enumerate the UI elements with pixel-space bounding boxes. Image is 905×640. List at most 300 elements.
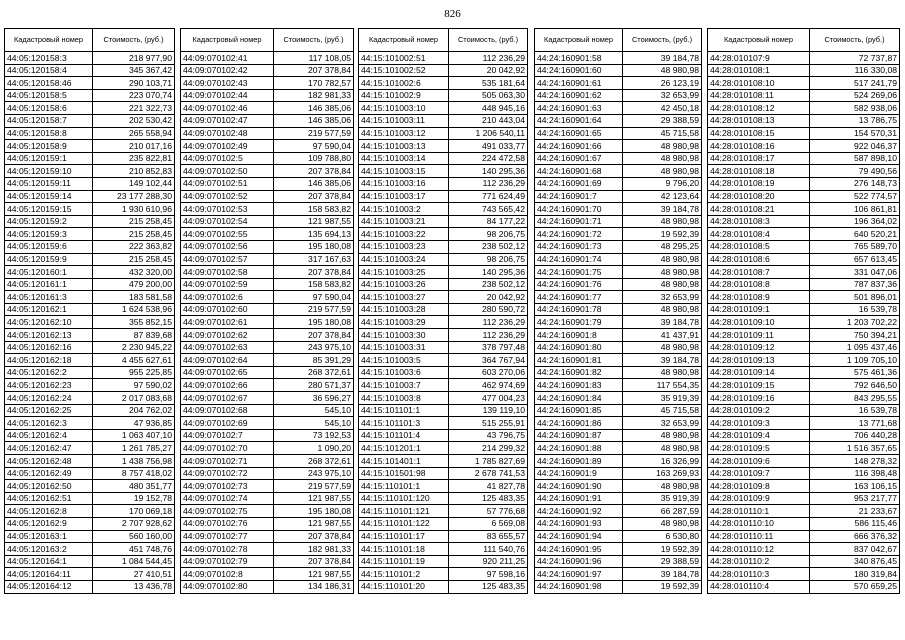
cadastral-value: 149 102,44 <box>93 177 175 190</box>
cadastral-number: 44:05:120162:10 <box>5 316 93 329</box>
cadastral-value: 462 974,69 <box>449 379 528 392</box>
table-row <box>359 190 528 203</box>
cadastral-value: 125 483,35 <box>449 580 528 593</box>
cadastral-value: 26 123,19 <box>623 77 702 90</box>
cadastral-number: 44:09:070102:77 <box>181 530 274 543</box>
table-row <box>181 64 354 77</box>
cadastral-number: 44:05:120162:49 <box>5 467 93 480</box>
cadastral-number: 44:15:101401:1 <box>359 455 449 468</box>
table-row <box>181 517 354 530</box>
cadastral-value: 13 436,78 <box>93 580 175 593</box>
header-value: Стоимость, (руб.) <box>93 29 175 52</box>
cadastral-number: 44:15:101003:21 <box>359 215 449 228</box>
cadastral-value: 207 378,84 <box>274 266 354 279</box>
cadastral-number: 44:05:120162:24 <box>5 392 93 405</box>
table-row <box>181 52 354 65</box>
cadastral-value: 48 980,98 <box>623 253 702 266</box>
cadastral-number: 44:09:070102:68 <box>181 404 274 417</box>
cadastral-number: 44:09:070102:58 <box>181 266 274 279</box>
cadastral-value: 6 530,80 <box>623 530 702 543</box>
cadastral-value: 207 378,84 <box>274 190 354 203</box>
table-row <box>708 517 900 530</box>
cadastral-number: 44:28:010110:2 <box>708 555 810 568</box>
table-row <box>359 64 528 77</box>
cadastral-number: 44:05:120164:11 <box>5 568 93 581</box>
cadastral-number: 44:24:160901:8 <box>535 329 623 342</box>
table-row <box>535 480 702 493</box>
table-row <box>359 253 528 266</box>
cadastral-value: 1 624 538,96 <box>93 303 175 316</box>
cadastral-number: 44:09:070102:66 <box>181 379 274 392</box>
table-row <box>708 429 900 442</box>
cadastral-number: 44:24:160901:9 <box>535 467 623 480</box>
cadastral-number: 44:28:010110:4 <box>708 580 810 593</box>
cadastral-value: 140 295,36 <box>449 266 528 279</box>
cadastral-value: 265 558,94 <box>93 127 175 140</box>
table-row <box>5 278 175 291</box>
table-row <box>708 64 900 77</box>
cadastral-table <box>358 28 528 594</box>
cadastral-value: 134 186,31 <box>274 580 354 593</box>
cadastral-number: 44:05:120158:9 <box>5 140 93 153</box>
table-row <box>5 316 175 329</box>
cadastral-number: 44:28:010108:12 <box>708 102 810 115</box>
cadastral-value: 48 980,98 <box>623 341 702 354</box>
table-row <box>359 530 528 543</box>
cadastral-value: 765 589,70 <box>810 240 900 253</box>
cadastral-number: 44:28:010108:20 <box>708 190 810 203</box>
cadastral-value: 21 233,67 <box>810 505 900 518</box>
cadastral-number: 44:09:070102:5 <box>181 152 274 165</box>
table-row <box>535 240 702 253</box>
table-row <box>359 140 528 153</box>
table-row <box>5 177 175 190</box>
cadastral-value: 238 502,12 <box>449 240 528 253</box>
cadastral-value: 2 017 083,68 <box>93 392 175 405</box>
cadastral-number: 44:28:010108:17 <box>708 152 810 165</box>
cadastral-value: 47 936,85 <box>93 417 175 430</box>
cadastral-number: 44:28:010109:6 <box>708 455 810 468</box>
cadastral-value: 158 583,82 <box>274 203 354 216</box>
cadastral-value: 340 876,45 <box>810 555 900 568</box>
cadastral-value: 39 184,78 <box>623 203 702 216</box>
cadastral-value: 66 287,59 <box>623 505 702 518</box>
cadastral-number: 44:28:010107:9 <box>708 52 810 65</box>
table-row <box>708 392 900 405</box>
cadastral-number: 44:09:070102:49 <box>181 140 274 153</box>
page-number: 826 <box>444 8 461 20</box>
cadastral-value: 432 320,00 <box>93 266 175 279</box>
table-row <box>708 492 900 505</box>
cadastral-number: 44:09:070102:72 <box>181 467 274 480</box>
header-value: Стоимость, (руб.) <box>623 29 702 52</box>
cadastral-number: 44:24:160901:62 <box>535 89 623 102</box>
cadastral-value: 45 715,58 <box>623 404 702 417</box>
cadastral-number: 44:28:010108:5 <box>708 240 810 253</box>
table-row <box>535 442 702 455</box>
table-row <box>359 580 528 593</box>
cadastral-number: 44:05:120159:10 <box>5 165 93 178</box>
cadastral-number: 44:09:070102:79 <box>181 555 274 568</box>
cadastral-number: 44:05:120159:6 <box>5 240 93 253</box>
cadastral-value: 837 042,67 <box>810 543 900 556</box>
cadastral-number: 44:05:120162:9 <box>5 517 93 530</box>
cadastral-number: 44:05:120158:5 <box>5 89 93 102</box>
cadastral-value: 479 200,00 <box>93 278 175 291</box>
cadastral-value: 158 583,82 <box>274 278 354 291</box>
table-row <box>535 278 702 291</box>
header-value: Стоимость, (руб.) <box>274 29 354 52</box>
cadastral-number: 44:09:070102:44 <box>181 89 274 102</box>
cadastral-number: 44:28:010109:5 <box>708 442 810 455</box>
table-row <box>535 203 702 216</box>
cadastral-value: 32 653,99 <box>623 89 702 102</box>
table-row <box>181 480 354 493</box>
cadastral-value: 243 975,10 <box>274 467 354 480</box>
table-row <box>708 177 900 190</box>
cadastral-value: 586 115,46 <box>810 517 900 530</box>
cadastral-number: 44:05:120158:7 <box>5 114 93 127</box>
cadastral-number: 44:28:010108:16 <box>708 140 810 153</box>
cadastral-number: 44:15:101003:16 <box>359 177 449 190</box>
cadastral-number: 44:15:110101:18 <box>359 543 449 556</box>
header-value: Стоимость, (руб.) <box>449 29 528 52</box>
table-row <box>5 392 175 405</box>
cadastral-number: 44:24:160901:85 <box>535 404 623 417</box>
cadastral-value: 268 372,61 <box>274 366 354 379</box>
cadastral-number: 44:28:010108:7 <box>708 266 810 279</box>
cadastral-value: 35 919,39 <box>623 392 702 405</box>
cadastral-number: 44:28:010109:11 <box>708 329 810 342</box>
cadastral-number: 44:05:120158:4 <box>5 64 93 77</box>
cadastral-number: 44:05:120163:1 <box>5 530 93 543</box>
table-row <box>359 354 528 367</box>
table-row <box>5 291 175 304</box>
cadastral-value: 42 450,18 <box>623 102 702 115</box>
header-cadastral-number: Кадастровый номер <box>708 29 810 52</box>
cadastral-number: 44:28:010108:15 <box>708 127 810 140</box>
cadastral-value: 204 762,02 <box>93 404 175 417</box>
cadastral-number: 44:24:160901:78 <box>535 303 623 316</box>
table-row <box>708 316 900 329</box>
table-row <box>5 480 175 493</box>
cadastral-number: 44:15:101101:4 <box>359 429 449 442</box>
cadastral-value: 1 930 610,96 <box>93 203 175 216</box>
cadastral-number: 44:15:101002:6 <box>359 77 449 90</box>
cadastral-value: 163 269,93 <box>623 467 702 480</box>
cadastral-number: 44:15:101003:24 <box>359 253 449 266</box>
cadastral-value: 524 269,06 <box>810 89 900 102</box>
cadastral-value: 146 385,06 <box>274 177 354 190</box>
cadastral-value: 32 653,99 <box>623 291 702 304</box>
cadastral-value: 560 160,00 <box>93 530 175 543</box>
cadastral-number: 44:28:010109:4 <box>708 429 810 442</box>
cadastral-number: 44:28:010108:18 <box>708 165 810 178</box>
cadastral-value: 1 203 702,22 <box>810 316 900 329</box>
table-row <box>535 505 702 518</box>
cadastral-value: 16 539,78 <box>810 404 900 417</box>
table-row <box>535 316 702 329</box>
cadastral-value: 42 123,64 <box>623 190 702 203</box>
cadastral-value: 448 945,16 <box>449 102 528 115</box>
cadastral-tables <box>0 28 905 622</box>
cadastral-value: 79 490,56 <box>810 165 900 178</box>
cadastral-value: 955 225,85 <box>93 366 175 379</box>
cadastral-value: 27 410,51 <box>93 568 175 581</box>
cadastral-value: 451 748,76 <box>93 543 175 556</box>
cadastral-value: 210 443,04 <box>449 114 528 127</box>
table-row <box>359 266 528 279</box>
cadastral-value: 8 757 418,02 <box>93 467 175 480</box>
cadastral-value: 477 004,23 <box>449 392 528 405</box>
table-row <box>708 568 900 581</box>
table-row <box>708 140 900 153</box>
cadastral-number: 44:15:101003:30 <box>359 329 449 342</box>
cadastral-number: 44:15:101003:11 <box>359 114 449 127</box>
cadastral-value: 195 180,08 <box>274 240 354 253</box>
cadastral-number: 44:05:120159:14 <box>5 190 93 203</box>
cadastral-number: 44:28:010110:3 <box>708 568 810 581</box>
cadastral-value: 48 295,25 <box>623 240 702 253</box>
cadastral-value: 121 987,55 <box>274 215 354 228</box>
cadastral-number: 44:24:160901:90 <box>535 480 623 493</box>
table-row <box>535 329 702 342</box>
cadastral-value: 39 184,78 <box>623 354 702 367</box>
cadastral-number: 44:05:120162:50 <box>5 480 93 493</box>
cadastral-value: 210 852,83 <box>93 165 175 178</box>
cadastral-number: 44:05:120159:9 <box>5 253 93 266</box>
cadastral-number: 44:05:120159:15 <box>5 203 93 216</box>
cadastral-value: 787 837,36 <box>810 278 900 291</box>
table-row <box>359 417 528 430</box>
cadastral-value: 16 539,78 <box>810 303 900 316</box>
cadastral-value: 87 839,68 <box>93 329 175 342</box>
table-row <box>181 404 354 417</box>
cadastral-number: 44:05:120158:46 <box>5 77 93 90</box>
table-row <box>535 114 702 127</box>
cadastral-value: 706 440,28 <box>810 429 900 442</box>
cadastral-number: 44:28:010108:19 <box>708 177 810 190</box>
cadastral-number: 44:05:120162:51 <box>5 492 93 505</box>
table-row <box>708 165 900 178</box>
cadastral-value: 19 592,39 <box>623 580 702 593</box>
cadastral-number: 44:24:160901:94 <box>535 530 623 543</box>
cadastral-number: 44:24:160901:87 <box>535 429 623 442</box>
cadastral-value: 196 364,02 <box>810 215 900 228</box>
table-row <box>181 329 354 342</box>
cadastral-number: 44:24:160901:74 <box>535 253 623 266</box>
table-row <box>708 341 900 354</box>
table-row <box>359 467 528 480</box>
table-row <box>359 89 528 102</box>
cadastral-value: 182 981,33 <box>274 89 354 102</box>
cadastral-value: 97 590,02 <box>93 379 175 392</box>
cadastral-value: 517 241,79 <box>810 77 900 90</box>
cadastral-number: 44:15:110101:1 <box>359 480 449 493</box>
table-row <box>359 291 528 304</box>
table-row <box>5 114 175 127</box>
cadastral-number: 44:24:160901:77 <box>535 291 623 304</box>
cadastral-value: 243 975,10 <box>274 341 354 354</box>
cadastral-number: 44:24:160901:69 <box>535 177 623 190</box>
cadastral-number: 44:09:070102:8 <box>181 568 274 581</box>
cadastral-number: 44:05:120161:1 <box>5 278 93 291</box>
table-row <box>708 303 900 316</box>
cadastral-value: 2 678 741,53 <box>449 467 528 480</box>
cadastral-number: 44:24:160901:92 <box>535 505 623 518</box>
table-row <box>535 404 702 417</box>
cadastral-number: 44:15:101003:14 <box>359 152 449 165</box>
cadastral-number: 44:05:120162:47 <box>5 442 93 455</box>
cadastral-value: 545,10 <box>274 417 354 430</box>
cadastral-value: 1 095 437,46 <box>810 341 900 354</box>
table-row <box>359 568 528 581</box>
table-row <box>181 215 354 228</box>
cadastral-number: 44:05:120162:1 <box>5 303 93 316</box>
header-cadastral-number: Кадастровый номер <box>359 29 449 52</box>
cadastral-number: 44:28:010110:12 <box>708 543 810 556</box>
cadastral-value: 214 299,32 <box>449 442 528 455</box>
cadastral-value: 1 261 785,27 <box>93 442 175 455</box>
cadastral-value: 238 502,12 <box>449 278 528 291</box>
cadastral-number: 44:09:070102:51 <box>181 177 274 190</box>
cadastral-value: 207 378,84 <box>274 530 354 543</box>
cadastral-number: 44:28:010108:11 <box>708 89 810 102</box>
cadastral-value: 154 570,31 <box>810 127 900 140</box>
cadastral-value: 183 581,58 <box>93 291 175 304</box>
cadastral-number: 44:05:120159:1 <box>5 152 93 165</box>
cadastral-value: 657 613,45 <box>810 253 900 266</box>
cadastral-number: 44:09:070102:48 <box>181 127 274 140</box>
table-row <box>5 203 175 216</box>
table-row <box>181 266 354 279</box>
cadastral-number: 44:24:160901:79 <box>535 316 623 329</box>
cadastral-number: 44:09:070102:53 <box>181 203 274 216</box>
cadastral-value: 202 530,42 <box>93 114 175 127</box>
cadastral-number: 44:15:101101:1 <box>359 404 449 417</box>
table-row <box>181 203 354 216</box>
table-row <box>5 404 175 417</box>
table-row <box>5 455 175 468</box>
cadastral-table <box>707 28 900 594</box>
header-cadastral-number: Кадастровый номер <box>181 29 274 52</box>
cadastral-value: 771 624,49 <box>449 190 528 203</box>
cadastral-number: 44:15:101003:25 <box>359 266 449 279</box>
table-row <box>708 555 900 568</box>
table-row <box>181 291 354 304</box>
cadastral-number: 44:24:160901:80 <box>535 341 623 354</box>
cadastral-number: 44:28:010108:13 <box>708 114 810 127</box>
table-row <box>181 114 354 127</box>
table-row <box>181 253 354 266</box>
table-row <box>181 467 354 480</box>
cadastral-number: 44:24:160901:86 <box>535 417 623 430</box>
cadastral-number: 44:05:120162:4 <box>5 429 93 442</box>
cadastral-value: 180 319,84 <box>810 568 900 581</box>
table-row <box>5 253 175 266</box>
table-row <box>535 52 702 65</box>
table-row <box>708 102 900 115</box>
table-row <box>535 580 702 593</box>
cadastral-number: 44:15:110101:19 <box>359 555 449 568</box>
cadastral-value: 640 520,21 <box>810 228 900 241</box>
cadastral-number: 44:09:070102:59 <box>181 278 274 291</box>
cadastral-number: 44:15:101003:8 <box>359 392 449 405</box>
table-row <box>181 455 354 468</box>
table-row <box>359 152 528 165</box>
table-row <box>5 467 175 480</box>
table-row <box>535 190 702 203</box>
table-row <box>535 392 702 405</box>
cadastral-number: 44:09:070102:74 <box>181 492 274 505</box>
cadastral-value: 19 592,39 <box>623 228 702 241</box>
table-row <box>535 215 702 228</box>
table-row <box>181 392 354 405</box>
table-row <box>708 580 900 593</box>
table-row <box>5 329 175 342</box>
cadastral-number: 44:09:070102:47 <box>181 114 274 127</box>
cadastral-value: 48 980,98 <box>623 303 702 316</box>
cadastral-number: 44:28:010109:2 <box>708 404 810 417</box>
table-row <box>5 530 175 543</box>
cadastral-value: 224 472,58 <box>449 152 528 165</box>
cadastral-value: 146 385,06 <box>274 102 354 115</box>
cadastral-value: 16 326,99 <box>623 455 702 468</box>
table-row <box>5 266 175 279</box>
cadastral-value: 355 852,15 <box>93 316 175 329</box>
table-row <box>708 278 900 291</box>
cadastral-number: 44:05:120162:25 <box>5 404 93 417</box>
cadastral-number: 44:05:120162:48 <box>5 455 93 468</box>
cadastral-value: 953 217,77 <box>810 492 900 505</box>
cadastral-number: 44:05:120159:11 <box>5 177 93 190</box>
cadastral-value: 48 980,98 <box>623 366 702 379</box>
table-row <box>359 240 528 253</box>
cadastral-value: 276 148,73 <box>810 177 900 190</box>
cadastral-value: 743 565,42 <box>449 203 528 216</box>
cadastral-value: 545,10 <box>274 404 354 417</box>
table-row <box>181 417 354 430</box>
table-row <box>181 102 354 115</box>
table-row <box>181 316 354 329</box>
table-row <box>708 505 900 518</box>
cadastral-value: 207 378,84 <box>274 64 354 77</box>
cadastral-value: 1 090,20 <box>274 442 354 455</box>
cadastral-number: 44:15:101003:10 <box>359 102 449 115</box>
cadastral-number: 44:15:101003:27 <box>359 291 449 304</box>
cadastral-number: 44:28:010109:9 <box>708 492 810 505</box>
cadastral-value: 135 694,13 <box>274 228 354 241</box>
table-row <box>359 455 528 468</box>
table-row <box>181 89 354 102</box>
cadastral-value: 48 980,98 <box>623 266 702 279</box>
table-row <box>359 303 528 316</box>
cadastral-number: 44:28:010109:15 <box>708 379 810 392</box>
cadastral-value: 121 987,55 <box>274 492 354 505</box>
table-row <box>535 177 702 190</box>
cadastral-number: 44:15:101003:13 <box>359 140 449 153</box>
cadastral-value: 219 577,59 <box>274 480 354 493</box>
table-row <box>5 505 175 518</box>
cadastral-value: 364 767,94 <box>449 354 528 367</box>
cadastral-number: 44:05:120161:3 <box>5 291 93 304</box>
cadastral-value: 1 206 540,11 <box>449 127 528 140</box>
cadastral-number: 44:24:160901:96 <box>535 555 623 568</box>
cadastral-value: 195 180,08 <box>274 316 354 329</box>
cadastral-number: 44:24:160901:97 <box>535 568 623 581</box>
table-row <box>5 517 175 530</box>
table-row <box>708 215 900 228</box>
